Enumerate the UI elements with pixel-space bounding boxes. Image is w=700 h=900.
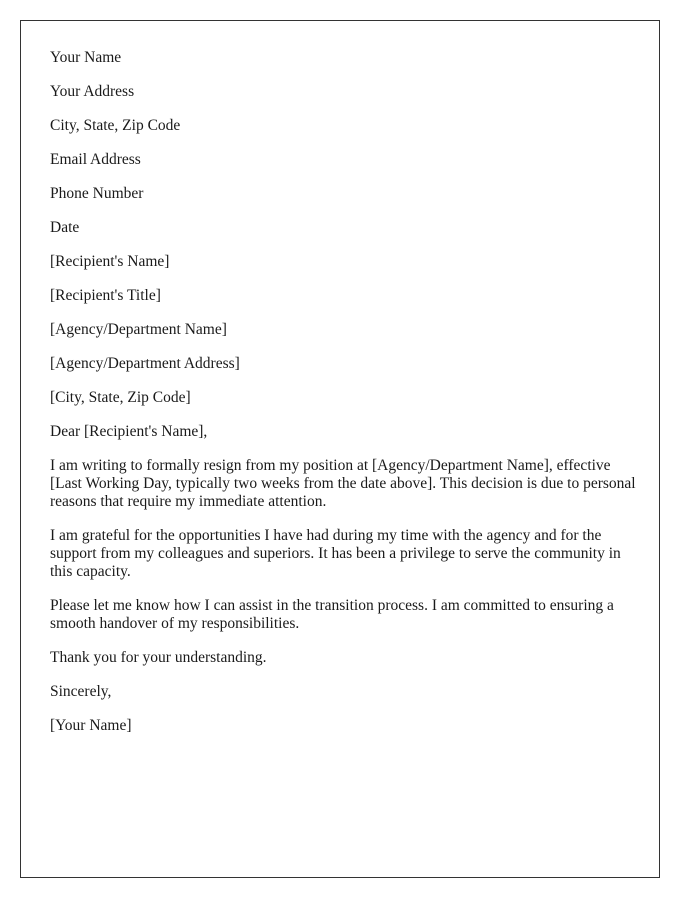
body-paragraph-2: I am grateful for the opportunities I have had during my time with the agency and for the support from my colleagues and superiors. It has been a privilege to serve the community in this capacity.: [50, 527, 621, 580]
body-paragraph-4: Thank you for your understanding.: [50, 649, 267, 666]
sender-city-state-zip: City, State, Zip Code: [50, 117, 181, 134]
letter-content: [50, 49, 640, 751]
letter-page: [20, 20, 660, 878]
recipient-title: [Recipient's Title]: [50, 287, 161, 304]
sender-email: Email Address: [50, 151, 141, 168]
sender-phone: Phone Number: [50, 185, 144, 202]
body-paragraph-1: I am writing to formally resign from my position at [Agency/Department Name], effective [Last Working Day, typically two weeks from the date above]. This decision is due to personal reasons that require my immediate attention.: [50, 457, 636, 510]
recipient-name: [Recipient's Name]: [50, 253, 170, 270]
sender-address: Your Address: [50, 83, 135, 100]
recipient-city-state-zip: [City, State, Zip Code]: [50, 389, 191, 406]
closing: Sincerely,: [50, 683, 112, 700]
signature: [Your Name]: [50, 717, 132, 734]
salutation: Dear [Recipient's Name],: [50, 423, 208, 440]
recipient-agency: [Agency/Department Name]: [50, 321, 227, 338]
body-paragraph-3: Please let me know how I can assist in the transition process. I am committed to ensuring a smooth handover of my responsibilities.: [50, 597, 614, 632]
recipient-agency-address: [Agency/Department Address]: [50, 355, 240, 372]
sender-name: Your Name: [50, 49, 122, 66]
letter-date: Date: [50, 219, 80, 236]
